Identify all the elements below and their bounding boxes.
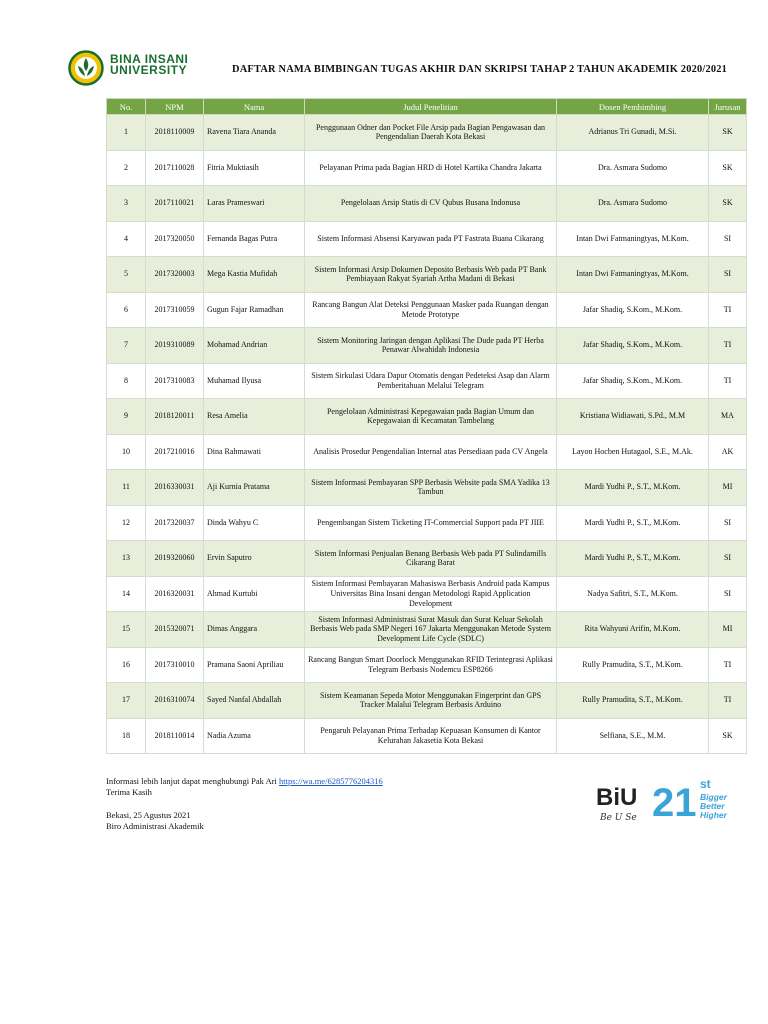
- cell-nama: Ervin Saputro: [204, 541, 305, 577]
- cell-dosen: Mardi Yudhi P., S.T., M.Kom.: [557, 505, 709, 541]
- cell-npm: 2017310083: [146, 363, 204, 399]
- cell-judul: Sistem Informasi Arsip Dokumen Deposito Berbasis Web pada PT Bank Pembiayaan Rakyat Syariah Artha Madani di Bekasi: [305, 257, 557, 293]
- cell-judul: Pengaruh Pelayanan Prima Terhadap Kepuasan Konsumen di Kantor Kelurahan Jakasetia Kota Bekasi: [305, 718, 557, 754]
- cell-npm: 2017310010: [146, 647, 204, 683]
- cell-jurusan: SK: [709, 150, 747, 186]
- badge-signature: Be U Se: [600, 813, 637, 823]
- cell-nama: Gugun Fajar Ramadhan: [204, 292, 305, 328]
- cell-nama: Pramana Saoni Apriliau: [204, 647, 305, 683]
- cell-no: 6: [107, 292, 146, 328]
- badge-suffix: st: [700, 777, 711, 791]
- cell-jurusan: TI: [709, 647, 747, 683]
- cell-jurusan: SI: [709, 505, 747, 541]
- cell-jurusan: MA: [709, 399, 747, 435]
- university-name: [110, 54, 188, 76]
- cell-nama: Nadia Azuma: [204, 718, 305, 754]
- thanks-text: Terima Kasih: [106, 787, 152, 797]
- col-header-no: No.: [107, 99, 146, 115]
- footer-info: [106, 776, 383, 798]
- table-row: [107, 541, 747, 577]
- cell-npm: 2017210016: [146, 434, 204, 470]
- cell-npm: 2019320060: [146, 541, 204, 577]
- cell-dosen: Mardi Yudhi P., S.T., M.Kom.: [557, 541, 709, 577]
- cell-npm: 2017110028: [146, 150, 204, 186]
- table-row: [107, 683, 747, 719]
- page-title: DAFTAR NAMA BIMBINGAN TUGAS AKHIR DAN SKRIPSI TAHAP 2 TAHUN AKADEMIK 2020/2021: [232, 64, 728, 75]
- cell-npm: 2018110014: [146, 718, 204, 754]
- cell-nama: Muhamad Ilyusa: [204, 363, 305, 399]
- cell-no: 4: [107, 221, 146, 257]
- cell-nama: Mega Kastia Mufidah: [204, 257, 305, 293]
- table-row: [107, 470, 747, 506]
- cell-nama: Dina Rahmawati: [204, 434, 305, 470]
- cell-jurusan: SK: [709, 718, 747, 754]
- cell-jurusan: MI: [709, 470, 747, 506]
- cell-dosen: Rully Pramudita, S.T., M.Kom.: [557, 683, 709, 719]
- cell-no: 18: [107, 718, 146, 754]
- cell-nama: Dinda Wahyu C: [204, 505, 305, 541]
- cell-jurusan: TI: [709, 363, 747, 399]
- signature-block: [106, 810, 204, 832]
- whatsapp-link[interactable]: https://wa.me/6285776204316: [279, 776, 383, 786]
- cell-dosen: Dra. Asmara Sudomo: [557, 150, 709, 186]
- badge-number: 21: [652, 781, 697, 824]
- cell-no: 1: [107, 115, 146, 151]
- col-header-dosen: Dosen Pembimbing: [557, 99, 709, 115]
- cell-judul: Sistem Informasi Pembayaran Mahasiswa Berbasis Android pada Kampus Universitas Bina Insani dengan Metodologi Rapid Application Development: [305, 576, 557, 612]
- cell-jurusan: SI: [709, 221, 747, 257]
- table-row: [107, 221, 747, 257]
- table-row: [107, 363, 747, 399]
- cell-jurusan: TI: [709, 292, 747, 328]
- table-row: [107, 186, 747, 222]
- cell-npm: 2016330031: [146, 470, 204, 506]
- cell-dosen: Mardi Yudhi P., S.T., M.Kom.: [557, 470, 709, 506]
- cell-npm: 2017310059: [146, 292, 204, 328]
- cell-jurusan: AK: [709, 434, 747, 470]
- cell-nama: Laras Prameswari: [204, 186, 305, 222]
- cell-jurusan: TI: [709, 683, 747, 719]
- cell-judul: Analisis Prosedur Pengendalian Internal atas Persediaan pada CV Angela: [305, 434, 557, 470]
- cell-judul: Pelayanan Prima pada Bagian HRD di Hotel Kartika Chandra Jakarta: [305, 150, 557, 186]
- anniversary-badge: [596, 776, 736, 824]
- cell-no: 2: [107, 150, 146, 186]
- contact-text: Informasi lebih lanjut dapat menghubungi Pak Ari: [106, 776, 277, 786]
- col-header-nama: Nama: [204, 99, 305, 115]
- badge-tagline-2: Better: [700, 801, 725, 811]
- cell-no: 8: [107, 363, 146, 399]
- col-header-jurusan: Jurusan: [709, 99, 747, 115]
- cell-nama: Dimas Anggara: [204, 612, 305, 648]
- cell-jurusan: SI: [709, 541, 747, 577]
- university-logo-icon: [68, 50, 104, 86]
- cell-judul: Sistem Monitoring Jaringan dengan Aplikasi The Dude pada PT Herba Penawar Alwahidah Indonesia: [305, 328, 557, 364]
- cell-judul: Penggunaan Odner dan Pocket File Arsip pada Bagian Pengawasan dan Pengendalian Daerah Kota Bekasi: [305, 115, 557, 151]
- table-row: [107, 328, 747, 364]
- cell-judul: Pengelolaan Arsip Statis di CV Qubus Busana Indonusa: [305, 186, 557, 222]
- table-body: [107, 115, 747, 754]
- cell-dosen: Rully Pramudita, S.T., M.Kom.: [557, 647, 709, 683]
- table-row: [107, 257, 747, 293]
- cell-dosen: Nadya Safitri, S.T., M.Kom.: [557, 576, 709, 612]
- col-header-npm: NPM: [146, 99, 204, 115]
- table-row: [107, 576, 747, 612]
- supervision-table: [106, 98, 747, 754]
- cell-nama: Sayed Nanfal Abdallah: [204, 683, 305, 719]
- cell-judul: Sistem Informasi Administrasi Surat Masuk dan Surat Keluar Sekolah Berbasis Web pada SMP Negeri 167 Jakarta Menggunakan Metode System Development Life Cycle (SDLC): [305, 612, 557, 648]
- cell-npm: 2017110021: [146, 186, 204, 222]
- cell-no: 9: [107, 399, 146, 435]
- cell-nama: Resa Amelia: [204, 399, 305, 435]
- cell-npm: 2018120011: [146, 399, 204, 435]
- cell-dosen: Intan Dwi Fatmaningtyas, M.Kom.: [557, 221, 709, 257]
- cell-npm: 2018110009: [146, 115, 204, 151]
- logo-line-1: BINA INSANI: [110, 52, 189, 66]
- cell-jurusan: MI: [709, 612, 747, 648]
- cell-judul: Rancang Bangun Smart Doorlock Menggunakan RFID Terintegrasi Aplikasi Telegram Berbasis Nodemcu ESP8266: [305, 647, 557, 683]
- cell-nama: Ahmad Kurtubi: [204, 576, 305, 612]
- cell-jurusan: TI: [709, 328, 747, 364]
- cell-judul: Rancang Bangun Alat Deteksi Penggunaan Masker pada Ruangan dengan Metode Prototype: [305, 292, 557, 328]
- cell-dosen: Jafar Shadiq, S.Kom., M.Kom.: [557, 292, 709, 328]
- cell-no: 17: [107, 683, 146, 719]
- table-row: [107, 292, 747, 328]
- table-row: [107, 434, 747, 470]
- table-row: [107, 115, 747, 151]
- cell-npm: 2017320003: [146, 257, 204, 293]
- cell-dosen: Jafar Shadiq, S.Kom., M.Kom.: [557, 328, 709, 364]
- cell-judul: Pengelolaan Administrasi Kepegawaian pada Bagian Umum dan Kepegawaian di Kecamatan Tambelang: [305, 399, 557, 435]
- cell-nama: Ravena Tiara Ananda: [204, 115, 305, 151]
- cell-npm: 2017320050: [146, 221, 204, 257]
- cell-jurusan: SK: [709, 115, 747, 151]
- table-row: [107, 505, 747, 541]
- table-row: [107, 647, 747, 683]
- cell-npm: 2016310074: [146, 683, 204, 719]
- cell-npm: 2019310089: [146, 328, 204, 364]
- cell-no: 12: [107, 505, 146, 541]
- cell-nama: Mohamad Andrian: [204, 328, 305, 364]
- cell-dosen: Layon Hocben Hutagaol, S.E., M.Ak.: [557, 434, 709, 470]
- cell-no: 13: [107, 541, 146, 577]
- cell-dosen: Kristiana Widiawati, S.Pd., M.M: [557, 399, 709, 435]
- cell-judul: Sistem Informasi Absensi Karyawan pada PT Fastrata Buana Cikarang: [305, 221, 557, 257]
- cell-dosen: Rita Wahyuni Arifin, M.Kom.: [557, 612, 709, 648]
- table-header-row: [107, 99, 747, 115]
- cell-judul: Pengembangan Sistem Ticketing IT-Commercial Support pada PT JIIE: [305, 505, 557, 541]
- table-row: [107, 150, 747, 186]
- cell-dosen: Selfiana, S.E., M.M.: [557, 718, 709, 754]
- cell-no: 5: [107, 257, 146, 293]
- cell-judul: Sistem Keamanan Sepeda Motor Menggunakan Fingerprint dan GPS Tracker Malalui Telegram Berbasis Arduino: [305, 683, 557, 719]
- cell-dosen: Adrianus Tri Gunadi, M.Si.: [557, 115, 709, 151]
- cell-judul: Sistem Informasi Penjualan Benang Berbasis Web pada PT Sulindamills Cikarang Barat: [305, 541, 557, 577]
- page-header: [68, 50, 758, 88]
- cell-npm: 2016320031: [146, 576, 204, 612]
- cell-no: 16: [107, 647, 146, 683]
- cell-judul: Sistem Informasi Pembayaran SPP Berbasis Website pada SMA Yadika 13 Tambun: [305, 470, 557, 506]
- cell-no: 10: [107, 434, 146, 470]
- place-date: Bekasi, 25 Agustus 2021: [106, 810, 191, 820]
- cell-no: 14: [107, 576, 146, 612]
- cell-jurusan: SI: [709, 576, 747, 612]
- cell-jurusan: SK: [709, 186, 747, 222]
- cell-nama: Fernanda Bagas Putra: [204, 221, 305, 257]
- cell-no: 3: [107, 186, 146, 222]
- cell-judul: Sistem Sirkulasi Udara Dapur Otomatis dengan Pedeteksi Asap dan Alarm Pemberitahuan Melalui Telegram: [305, 363, 557, 399]
- badge-tagline-3: Higher: [700, 810, 727, 820]
- table-row: [107, 612, 747, 648]
- table-row: [107, 718, 747, 754]
- badge-tagline-1: Bigger: [700, 792, 727, 802]
- badge-biu: BiU: [596, 784, 638, 811]
- cell-no: 11: [107, 470, 146, 506]
- cell-dosen: Intan Dwi Fatmaningtyas, M.Kom.: [557, 257, 709, 293]
- cell-no: 15: [107, 612, 146, 648]
- cell-jurusan: SI: [709, 257, 747, 293]
- cell-nama: Fitria Muktiasih: [204, 150, 305, 186]
- cell-no: 7: [107, 328, 146, 364]
- cell-npm: 2015320071: [146, 612, 204, 648]
- cell-npm: 2017320037: [146, 505, 204, 541]
- contact-line: [106, 776, 383, 787]
- cell-nama: Aji Kurnia Pratama: [204, 470, 305, 506]
- cell-dosen: Dra. Asmara Sudomo: [557, 186, 709, 222]
- col-header-judul: Judul Penelitian: [305, 99, 557, 115]
- table-row: [107, 399, 747, 435]
- cell-dosen: Jafar Shadiq, S.Kom., M.Kom.: [557, 363, 709, 399]
- logo-line-2: UNIVERSITY: [110, 63, 188, 77]
- office-name: Biro Administrasi Akademik: [106, 821, 204, 831]
